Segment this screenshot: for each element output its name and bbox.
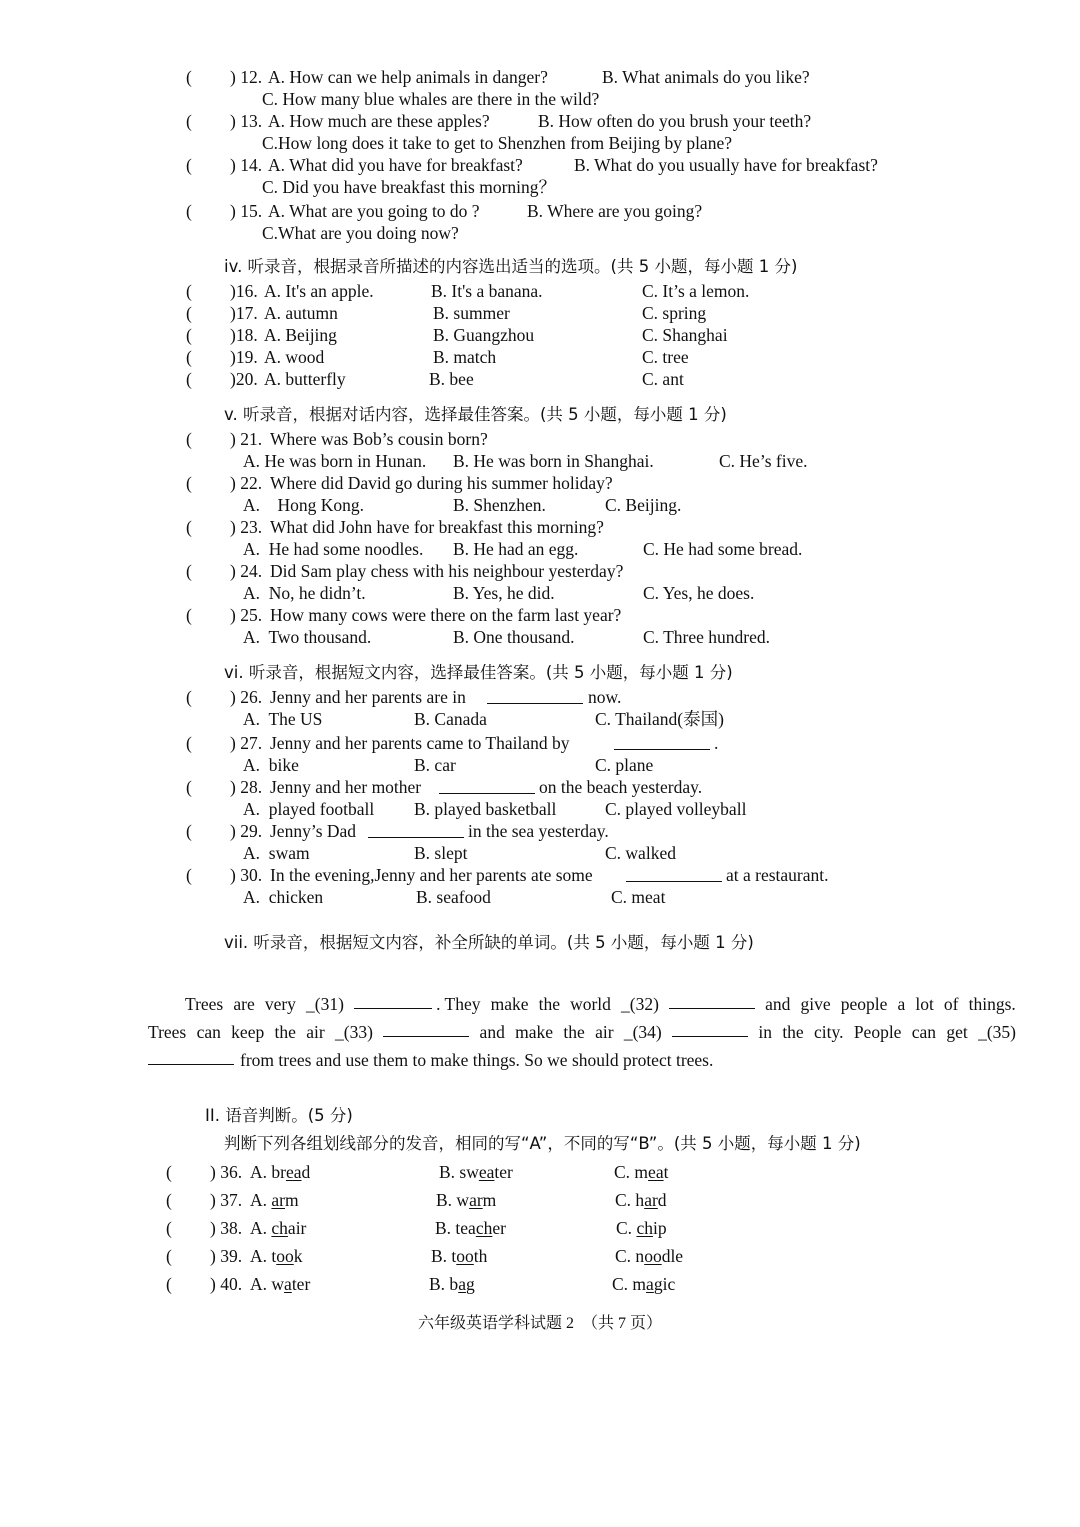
option-b: B. sweater — [439, 1162, 513, 1182]
question-14-option-c: C. Did you have breakfast this morning？ — [262, 177, 557, 197]
option-a: A. How can we help animals in danger? — [268, 67, 548, 87]
option-b: B. How often do you brush your teeth? — [538, 111, 812, 131]
question-22: ( ) 22. Where did David go during his summer holiday? — [186, 473, 613, 493]
question-30-options: A. chicken B. seafood C. meat — [243, 887, 666, 907]
section-v-heading: v. 听录音，根据对话内容，选择最佳答案。(共 5 小题，每小题 1 分) — [224, 405, 727, 424]
option-c: C. hard — [615, 1190, 667, 1210]
question-21-options: A. He was born in Hunan. B. He was born in Shanghai. C. He’s five. — [243, 451, 808, 471]
question-23: ( ) 23. What did John have for breakfast this morning? — [186, 517, 604, 537]
question-18: ( )18. A. Beijing B. Guangzhou C. Shanghai — [186, 325, 728, 345]
option-a: A. arm — [250, 1190, 299, 1210]
question-38: ( ) 38. A. chair B. teacher C. chip — [166, 1218, 667, 1238]
question-14: ( ) 14. A. What did you have for breakfast? B. What do you usually have for breakfast? — [186, 155, 878, 175]
question-26: ( ) 26. Jenny and her parents are in now. — [186, 687, 622, 707]
question-16: ( )16. A. It's an apple. B. It's a banana. C. It’s a lemon. — [186, 281, 750, 301]
question-15: ( ) 15. A. What are you going to do ? B. Where are you going? — [186, 201, 703, 221]
answer-paren: ( — [186, 111, 192, 131]
exam-page — [0, 66, 1080, 956]
question-39: ( ) 39. A. took B. tooth C. noodle — [166, 1246, 684, 1266]
question-27-options: A. bike B. car C. plane — [243, 755, 654, 775]
option-c: C. noodle — [615, 1246, 684, 1266]
question-27: ( ) 27. Jenny and her parents came to Thailand by . — [186, 733, 719, 753]
question-20: ( )20. A. butterfly B. bee C. ant — [186, 369, 684, 389]
question-37: ( ) 37. A. arm B. warm C. hard — [166, 1190, 667, 1210]
question-12-option-c: C. How many blue whales are there in the wild? — [262, 89, 600, 109]
listening-iii-questions — [0, 66, 1080, 244]
question-29-options: A. swam B. slept C. walked — [243, 843, 676, 863]
cloze-line-3: from trees and use them to make things. So we should protect trees. — [148, 1046, 1016, 1074]
answer-paren: ( — [186, 201, 192, 221]
question-22-options: A. Hong Kong. B. Shenzhen. C. Beijing. — [243, 495, 682, 515]
question-28-options: A. played football B. played basketball C. played volleyball — [243, 799, 747, 819]
answer-blank[interactable] — [439, 776, 535, 794]
section-vi-questions — [0, 686, 1080, 908]
cloze-line-1: Trees are very _(31) . They make the world _(32) and give people a lot of things. — [148, 990, 1016, 1018]
answer-blank[interactable] — [487, 686, 583, 704]
option-b: B. What do you usually have for breakfast? — [574, 155, 878, 175]
question-24: ( ) 24. Did Sam play chess with his neighbour yesterday? — [186, 561, 624, 581]
section-vii-heading: vii. 听录音，根据短文内容，补全所缺的单词。(共 5 小题，每小题 1 分) — [224, 933, 754, 952]
option-a: A. chair — [250, 1218, 307, 1238]
question-29: ( ) 29. Jenny’s Dad in the sea yesterday. — [186, 821, 609, 841]
section-II-heading: II. 语音判断。(5 分) — [205, 1106, 353, 1125]
cloze-paragraph — [148, 990, 1016, 1074]
answer-blank[interactable] — [626, 864, 722, 882]
question-30: ( ) 30. In the evening,Jenny and her parents ate some at a restaurant. — [186, 865, 829, 885]
answer-paren: ( — [186, 155, 192, 175]
page-footer: 六年级英语学科试题 2 （共 7 页） — [417, 1315, 662, 1332]
section-v-questions — [0, 428, 1080, 648]
section-II-instruction: 判断下列各组划线部分的发音，相同的写“A”，不同的写“B”。(共 5 小题，每小题 1 分) — [224, 1134, 861, 1153]
blank-31[interactable] — [354, 990, 432, 1009]
option-b: B. teacher — [435, 1218, 506, 1238]
question-26-options: A. The US B. Canada C. Thailand(泰国) — [243, 709, 724, 729]
question-36: ( ) 36. A. bread B. sweater C. meat — [166, 1162, 669, 1182]
question-25-options: A. Two thousand. B. One thousand. C. Three hundred. — [243, 627, 771, 647]
question-23-options: A. He had some noodles. B. He had an egg. C. He had some bread. — [243, 539, 803, 559]
blank-33[interactable] — [383, 1018, 469, 1037]
option-b: B. bag — [429, 1274, 475, 1294]
section-iv-heading: iv. 听录音，根据录音所描述的内容选出适当的选项。(共 5 小题，每小题 1 分) — [224, 257, 798, 276]
question-19: ( )19. A. wood B. match C. tree — [186, 347, 689, 367]
question-24-options: A. No, he didn’t. B. Yes, he did. C. Yes, he does. — [243, 583, 755, 603]
option-b: B. Where are you going? — [527, 201, 703, 221]
question-40: ( ) 40. A. water B. bag C. magic — [166, 1274, 676, 1294]
option-b: B. What animals do you like? — [602, 67, 810, 87]
question-25: ( ) 25. How many cows were there on the farm last year? — [186, 605, 622, 625]
question-13-option-c: C.How long does it take to get to Shenzhen from Beijing by plane? — [262, 133, 732, 153]
blank-34[interactable] — [672, 1018, 748, 1037]
blank-35[interactable] — [148, 1046, 234, 1065]
question-21: ( ) 21. Where was Bob’s cousin born? — [186, 429, 488, 449]
question-15-option-c: C.What are you doing now? — [262, 223, 459, 243]
section-vi-heading: vi. 听录音，根据短文内容，选择最佳答案。(共 5 小题，每小题 1 分) — [224, 663, 733, 682]
question-13: ( ) 13. A. How much are these apples? B. How often do you brush your teeth? — [186, 111, 812, 131]
option-b: B. warm — [436, 1190, 497, 1210]
option-a: A. took — [250, 1246, 303, 1266]
answer-blank[interactable] — [368, 820, 464, 838]
option-a: A. What did you have for breakfast? — [268, 155, 523, 175]
option-a: A. water — [250, 1274, 311, 1294]
answer-blank[interactable] — [614, 732, 710, 750]
question-12: ( ) 12. A. How can we help animals in danger? B. What animals do you like? — [186, 67, 810, 87]
cloze-line-2: Trees can keep the air _(33) and make the air _(34) in the city. People can get _(35) — [148, 1018, 1016, 1046]
option-a: A. How much are these apples? — [268, 111, 490, 131]
answer-paren: ( — [186, 67, 192, 87]
option-a: A. What are you going to do ? — [268, 201, 480, 221]
option-c: C. meat — [614, 1162, 669, 1182]
option-c: C. chip — [616, 1218, 667, 1238]
option-a: A. bread — [250, 1162, 311, 1182]
section-iv-questions — [0, 280, 1080, 390]
option-c: C. magic — [612, 1274, 676, 1294]
section-II — [0, 1105, 1080, 1301]
option-b: B. tooth — [431, 1246, 488, 1266]
question-28: ( ) 28. Jenny and her mother on the beach yesterday. — [186, 777, 703, 797]
question-17: ( )17. A. autumn B. summer C. spring — [186, 303, 707, 323]
blank-32[interactable] — [669, 990, 755, 1009]
